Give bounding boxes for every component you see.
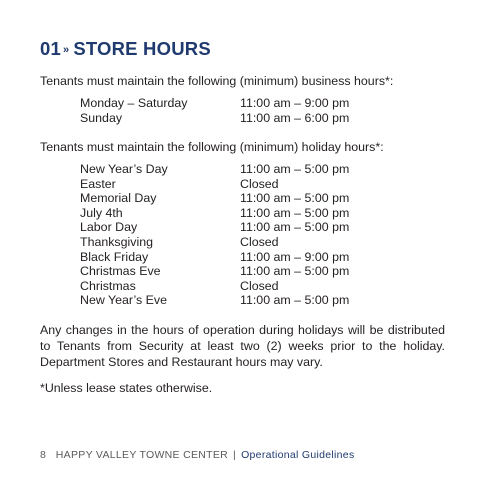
- hours-value: 11:00 am – 9:00 pm: [240, 96, 350, 110]
- day-label: Sunday: [80, 110, 123, 125]
- hours-value: 11:00 am – 5:00 pm: [240, 162, 350, 176]
- section-heading: [40, 38, 211, 60]
- page-number: 8: [40, 449, 47, 461]
- hours-value: Closed: [240, 234, 279, 249]
- hours-row: [80, 235, 410, 250]
- day-label: New Year’s Day: [80, 162, 168, 176]
- day-label: New Year’s Eve: [80, 293, 168, 308]
- section-number: 01: [40, 38, 61, 59]
- guide-title: Operational Guidelines: [241, 449, 355, 461]
- hours-value: 11:00 am – 5:00 pm: [240, 293, 350, 308]
- day-label: Easter: [80, 176, 116, 191]
- hours-value: 11:00 am – 5:00 pm: [240, 264, 350, 279]
- hours-row: [80, 191, 410, 206]
- hours-row: [80, 162, 410, 177]
- day-label: Christmas Eve: [80, 264, 161, 279]
- hours-row: [80, 177, 410, 192]
- hours-row: [80, 293, 410, 308]
- hours-row: [80, 111, 410, 126]
- hours-value: 11:00 am – 5:00 pm: [240, 205, 350, 220]
- center-name: HAPPY VALLEY TOWNE CENTER: [55, 449, 229, 461]
- day-label: Thanksgiving: [80, 234, 154, 249]
- hours-row: [80, 250, 410, 265]
- business-hours-list: [80, 96, 410, 125]
- hours-value: 11:00 am – 9:00 pm: [240, 249, 350, 264]
- hours-value: Closed: [240, 278, 279, 293]
- footer-separator: |: [233, 449, 237, 461]
- hours-row: [80, 264, 410, 279]
- hours-value: Closed: [240, 176, 279, 191]
- day-label: July 4th: [80, 205, 123, 220]
- page-footer: [40, 449, 355, 461]
- hours-value: 11:00 am – 6:00 pm: [240, 110, 350, 125]
- hours-row: [80, 220, 410, 235]
- chevron-icon: »: [62, 44, 70, 56]
- day-label: Memorial Day: [80, 191, 157, 206]
- business-hours-intro: Tenants must maintain the following (minimum) business hours*:: [40, 74, 394, 88]
- hours-value: 11:00 am – 5:00 pm: [240, 220, 350, 235]
- day-label: Christmas: [80, 278, 136, 293]
- footnote: *Unless lease states otherwise.: [40, 381, 213, 395]
- hours-value: 11:00 am – 5:00 pm: [240, 191, 350, 206]
- hours-row: [80, 279, 410, 294]
- section-title: STORE HOURS: [73, 38, 211, 59]
- hours-row: [80, 206, 410, 221]
- hours-row: [80, 96, 410, 111]
- holiday-hours-intro: Tenants must maintain the following (minimum) holiday hours*:: [40, 140, 384, 154]
- holiday-change-notice: Any changes in the hours of operation during holidays will be distributed to Tenants from Security at least two (2) weeks prior to the holiday. Department Stores and Restaurant hours may vary.: [40, 323, 445, 369]
- holiday-hours-list: [80, 162, 410, 308]
- day-label: Monday – Saturday: [80, 96, 188, 110]
- day-label: Labor Day: [80, 220, 138, 235]
- day-label: Black Friday: [80, 249, 149, 264]
